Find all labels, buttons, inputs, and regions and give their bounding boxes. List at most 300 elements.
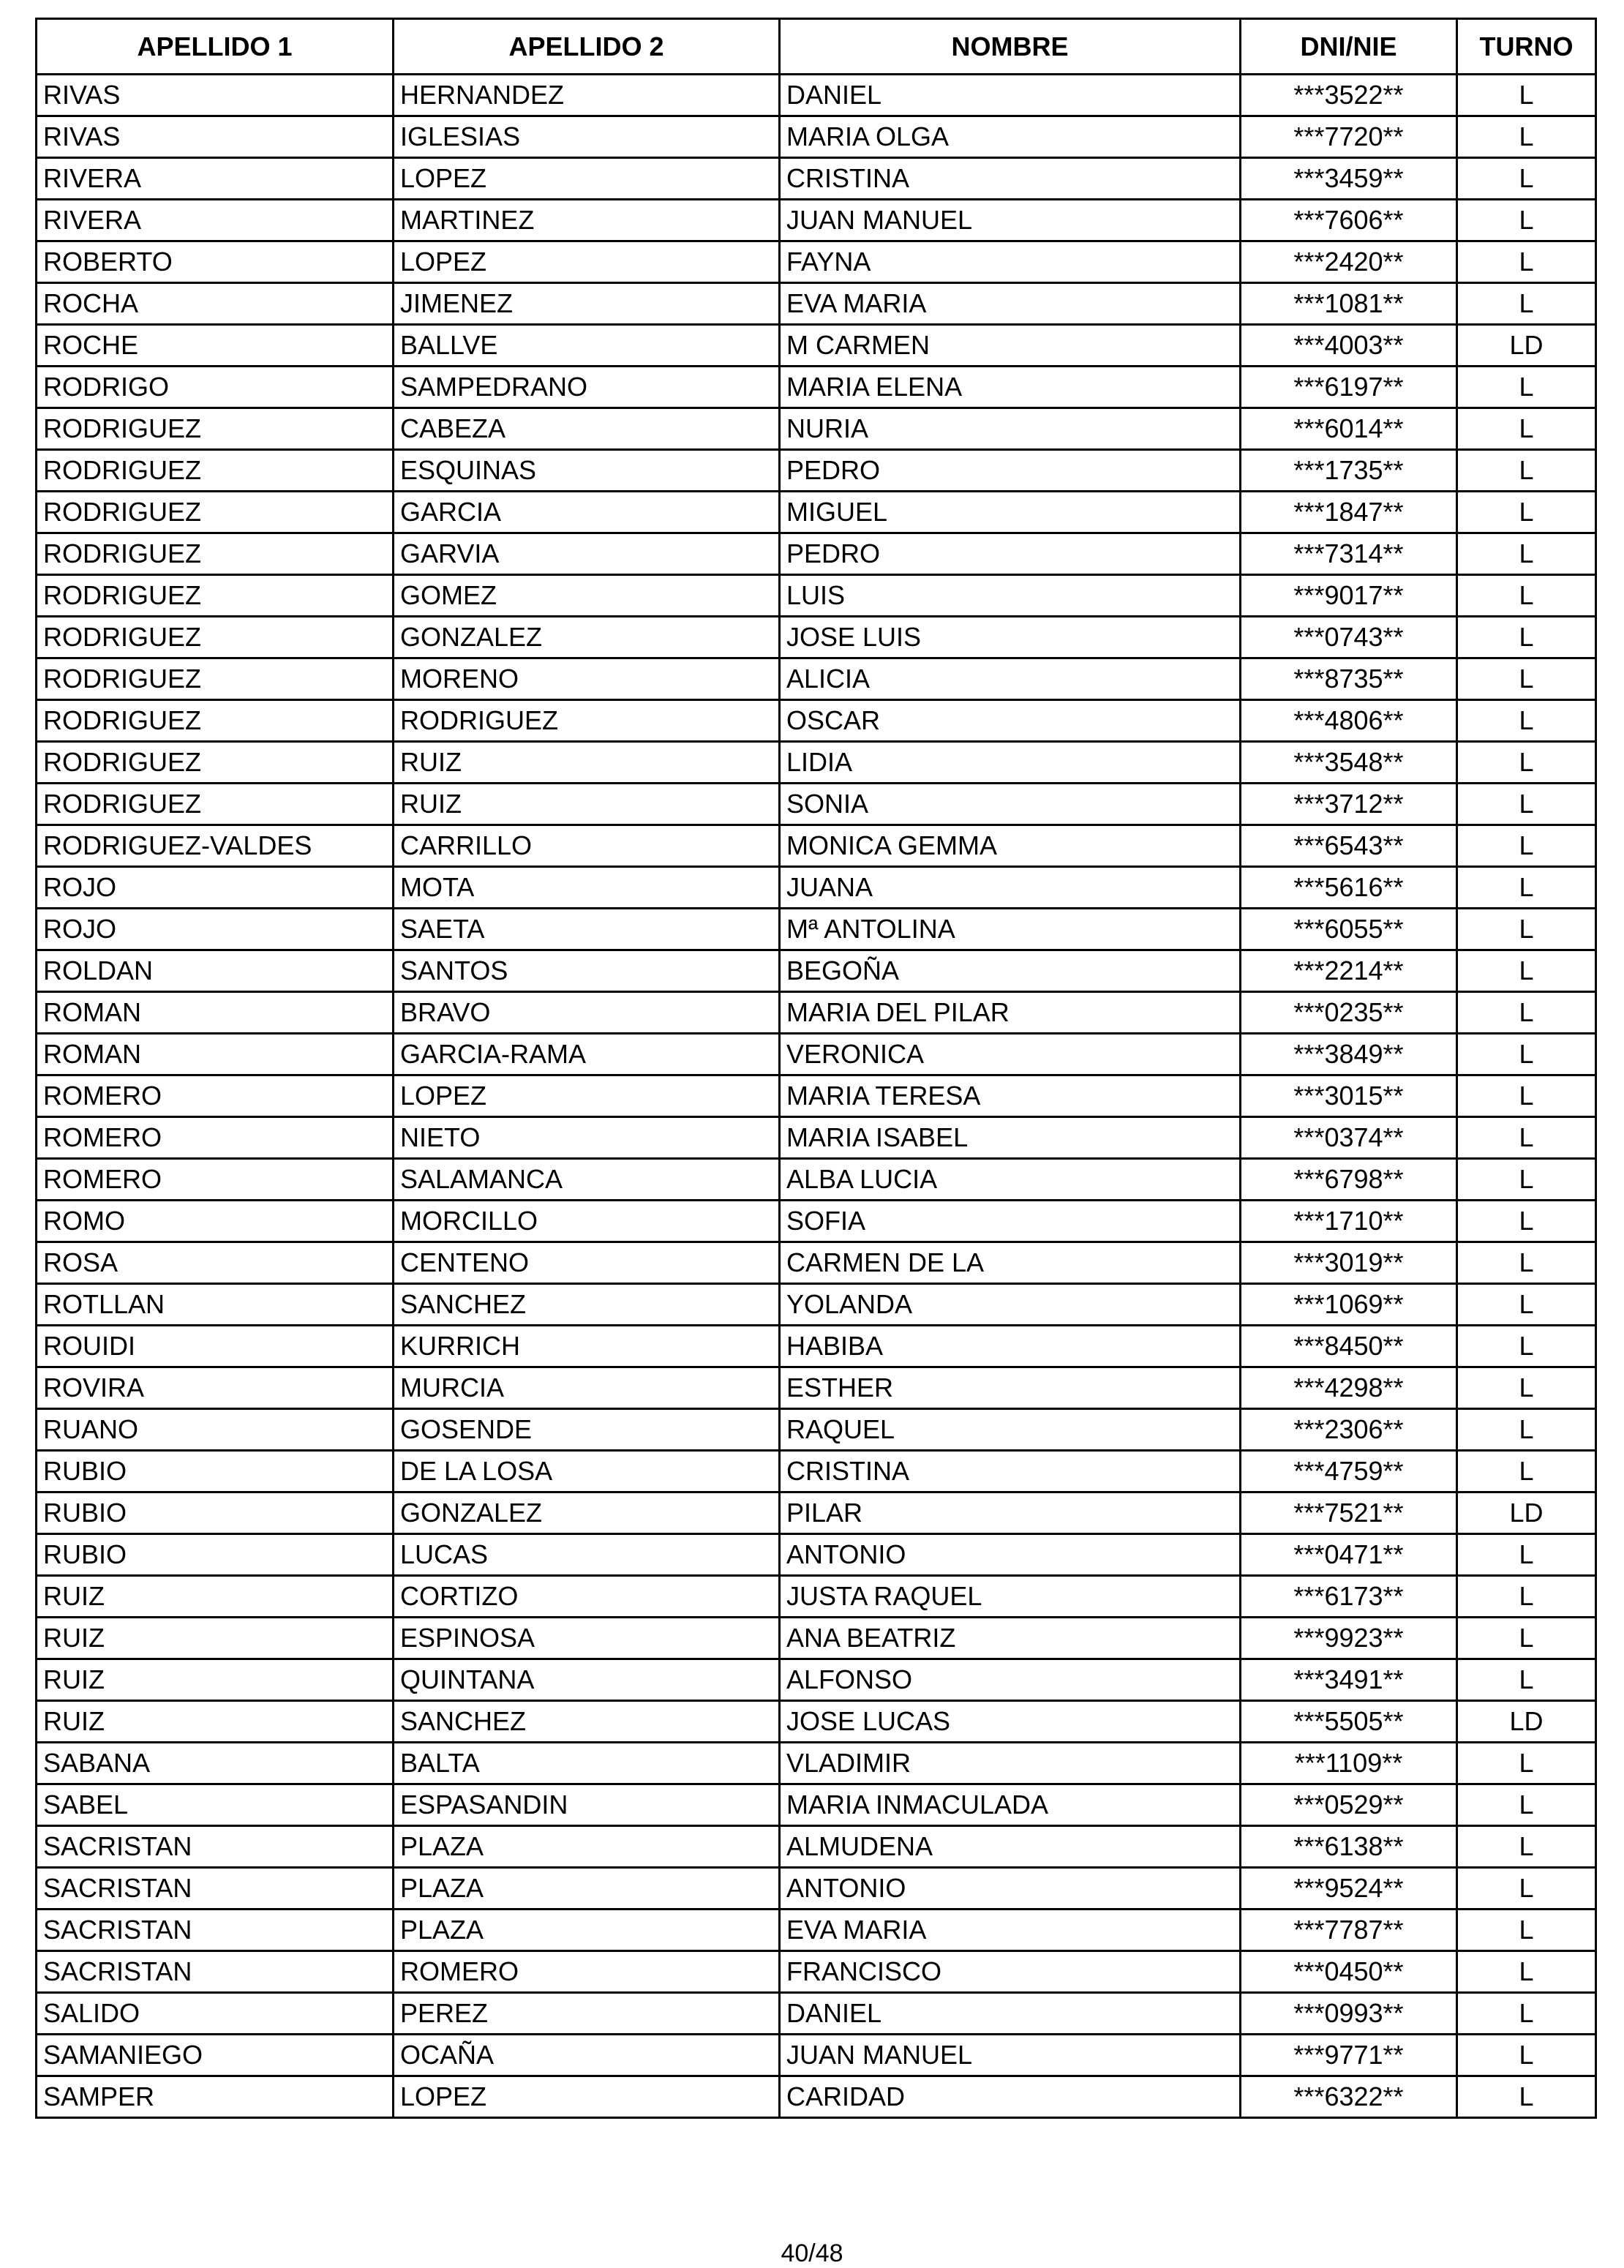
cell-turno: L — [1457, 617, 1596, 658]
cell-turno: L — [1457, 1910, 1596, 1951]
cell-apellido-2: GARVIA — [394, 533, 780, 575]
table-row — [37, 1075, 1596, 1117]
cell-dni-nie: ***3712** — [1241, 784, 1457, 825]
cell-dni-nie: ***3459** — [1241, 158, 1457, 200]
cell-turno: L — [1457, 658, 1596, 700]
table-row — [37, 1951, 1596, 1993]
cell-apellido-1: RODRIGUEZ — [37, 658, 394, 700]
cell-apellido-1: RODRIGUEZ — [37, 533, 394, 575]
cell-nombre: ANA BEATRIZ — [780, 1618, 1241, 1659]
cell-nombre: VLADIMIR — [780, 1743, 1241, 1784]
cell-apellido-1: SACRISTAN — [37, 1910, 394, 1951]
table-body — [37, 75, 1596, 2118]
cell-dni-nie: ***4759** — [1241, 1451, 1457, 1492]
table-row — [37, 116, 1596, 158]
table-row — [37, 1910, 1596, 1951]
cell-apellido-1: ROCHA — [37, 283, 394, 325]
cell-dni-nie: ***0993** — [1241, 1993, 1457, 2035]
cell-nombre: JUANA — [780, 867, 1241, 909]
table-row — [37, 1242, 1596, 1284]
cell-turno: L — [1457, 1367, 1596, 1409]
cell-turno: LD — [1457, 1701, 1596, 1743]
cell-turno: L — [1457, 1242, 1596, 1284]
cell-nombre: CARMEN DE LA — [780, 1242, 1241, 1284]
cell-dni-nie: ***9524** — [1241, 1868, 1457, 1910]
cell-nombre: PILAR — [780, 1492, 1241, 1534]
table-row — [37, 158, 1596, 200]
cell-turno: L — [1457, 1576, 1596, 1618]
cell-turno: L — [1457, 200, 1596, 241]
cell-dni-nie: ***1069** — [1241, 1284, 1457, 1326]
cell-nombre: JOSE LUIS — [780, 617, 1241, 658]
cell-turno: L — [1457, 1826, 1596, 1868]
cell-apellido-2: PLAZA — [394, 1868, 780, 1910]
cell-dni-nie: ***8735** — [1241, 658, 1457, 700]
cell-turno: L — [1457, 116, 1596, 158]
cell-nombre: VERONICA — [780, 1034, 1241, 1075]
cell-dni-nie: ***1847** — [1241, 492, 1457, 533]
cell-dni-nie: ***8450** — [1241, 1326, 1457, 1367]
cell-turno: L — [1457, 1784, 1596, 1826]
cell-dni-nie: ***5505** — [1241, 1701, 1457, 1743]
cell-turno: L — [1457, 1075, 1596, 1117]
cell-nombre: BEGOÑA — [780, 950, 1241, 992]
cell-apellido-2: PLAZA — [394, 1826, 780, 1868]
cell-apellido-2: PLAZA — [394, 1910, 780, 1951]
cell-turno: L — [1457, 1659, 1596, 1701]
cell-apellido-2: PEREZ — [394, 1993, 780, 2035]
cell-apellido-2: CORTIZO — [394, 1576, 780, 1618]
cell-dni-nie: ***3849** — [1241, 1034, 1457, 1075]
cell-apellido-2: GARCIA-RAMA — [394, 1034, 780, 1075]
cell-nombre: NURIA — [780, 408, 1241, 450]
cell-dni-nie: ***6014** — [1241, 408, 1457, 450]
cell-nombre: ALBA LUCIA — [780, 1159, 1241, 1201]
cell-turno: L — [1457, 742, 1596, 784]
cell-apellido-1: ROMO — [37, 1201, 394, 1242]
table-row — [37, 2076, 1596, 2118]
cell-nombre: FAYNA — [780, 241, 1241, 283]
cell-apellido-2: JIMENEZ — [394, 283, 780, 325]
cell-nombre: DANIEL — [780, 1993, 1241, 2035]
cell-apellido-2: ROMERO — [394, 1951, 780, 1993]
cell-dni-nie: ***2214** — [1241, 950, 1457, 992]
cell-dni-nie: ***4003** — [1241, 325, 1457, 367]
table-row — [37, 450, 1596, 492]
cell-apellido-1: ROUIDI — [37, 1326, 394, 1367]
cell-apellido-2: LOPEZ — [394, 2076, 780, 2118]
cell-apellido-1: SABEL — [37, 1784, 394, 1826]
cell-apellido-1: RODRIGUEZ — [37, 742, 394, 784]
cell-turno: L — [1457, 1117, 1596, 1159]
cell-dni-nie: ***1081** — [1241, 283, 1457, 325]
cell-dni-nie: ***1109** — [1241, 1743, 1457, 1784]
cell-nombre: LUIS — [780, 575, 1241, 617]
table-row — [37, 283, 1596, 325]
cell-apellido-2: NIETO — [394, 1117, 780, 1159]
table-row — [37, 742, 1596, 784]
table-row — [37, 1743, 1596, 1784]
cell-apellido-1: RUIZ — [37, 1618, 394, 1659]
cell-dni-nie: ***5616** — [1241, 867, 1457, 909]
cell-apellido-1: RODRIGO — [37, 367, 394, 408]
cell-dni-nie: ***6138** — [1241, 1826, 1457, 1868]
cell-apellido-2: SALAMANCA — [394, 1159, 780, 1201]
cell-dni-nie: ***3522** — [1241, 75, 1457, 116]
cell-nombre: ALFONSO — [780, 1659, 1241, 1701]
table-row — [37, 1659, 1596, 1701]
cell-turno: L — [1457, 575, 1596, 617]
cell-apellido-2: LOPEZ — [394, 241, 780, 283]
cell-apellido-1: RODRIGUEZ — [37, 617, 394, 658]
cell-apellido-1: RUIZ — [37, 1576, 394, 1618]
table-row — [37, 367, 1596, 408]
cell-turno: L — [1457, 1618, 1596, 1659]
cell-nombre: CRISTINA — [780, 1451, 1241, 1492]
cell-turno: L — [1457, 492, 1596, 533]
cell-turno: L — [1457, 75, 1596, 116]
cell-turno: L — [1457, 408, 1596, 450]
cell-turno: L — [1457, 1201, 1596, 1242]
roster-table — [35, 18, 1597, 2119]
cell-apellido-2: GOSENDE — [394, 1409, 780, 1451]
table-row — [37, 950, 1596, 992]
page-number: 40/48 — [781, 2239, 843, 2267]
cell-dni-nie: ***9923** — [1241, 1618, 1457, 1659]
cell-dni-nie: ***6322** — [1241, 2076, 1457, 2118]
cell-apellido-1: RUBIO — [37, 1534, 394, 1576]
cell-apellido-2: BRAVO — [394, 992, 780, 1034]
cell-nombre: Mª ANTOLINA — [780, 909, 1241, 950]
cell-dni-nie: ***6543** — [1241, 825, 1457, 867]
cell-turno: L — [1457, 1534, 1596, 1576]
table-row — [37, 1826, 1596, 1868]
cell-nombre: ANTONIO — [780, 1534, 1241, 1576]
cell-apellido-2: SANCHEZ — [394, 1701, 780, 1743]
cell-apellido-2: CARRILLO — [394, 825, 780, 867]
cell-turno: L — [1457, 825, 1596, 867]
cell-apellido-1: RIVAS — [37, 75, 394, 116]
cell-dni-nie: ***7787** — [1241, 1910, 1457, 1951]
cell-dni-nie: ***3015** — [1241, 1075, 1457, 1117]
cell-nombre: YOLANDA — [780, 1284, 1241, 1326]
cell-nombre: JOSE LUCAS — [780, 1701, 1241, 1743]
cell-apellido-1: SACRISTAN — [37, 1868, 394, 1910]
table-row — [37, 533, 1596, 575]
header-apellido-1: APELLIDO 1 — [37, 19, 394, 75]
cell-dni-nie: ***0374** — [1241, 1117, 1457, 1159]
table-row — [37, 1367, 1596, 1409]
cell-dni-nie: ***6798** — [1241, 1159, 1457, 1201]
cell-dni-nie: ***7606** — [1241, 200, 1457, 241]
cell-nombre: M CARMEN — [780, 325, 1241, 367]
cell-apellido-1: RODRIGUEZ — [37, 575, 394, 617]
cell-apellido-2: LOPEZ — [394, 158, 780, 200]
cell-apellido-2: IGLESIAS — [394, 116, 780, 158]
cell-apellido-1: RODRIGUEZ — [37, 492, 394, 533]
cell-turno: L — [1457, 867, 1596, 909]
table-row — [37, 1618, 1596, 1659]
cell-dni-nie: ***3548** — [1241, 742, 1457, 784]
cell-apellido-2: SAETA — [394, 909, 780, 950]
cell-apellido-2: SAMPEDRANO — [394, 367, 780, 408]
cell-apellido-2: MORENO — [394, 658, 780, 700]
cell-dni-nie: ***6197** — [1241, 367, 1457, 408]
table-header-row — [37, 19, 1596, 75]
table-row — [37, 75, 1596, 116]
cell-dni-nie: ***2420** — [1241, 241, 1457, 283]
cell-dni-nie: ***1710** — [1241, 1201, 1457, 1242]
header-nombre: NOMBRE — [780, 19, 1241, 75]
cell-turno: L — [1457, 367, 1596, 408]
table-row — [37, 1117, 1596, 1159]
cell-apellido-2: LOPEZ — [394, 1075, 780, 1117]
cell-apellido-1: ROJO — [37, 867, 394, 909]
table-row — [37, 1201, 1596, 1242]
cell-apellido-1: ROVIRA — [37, 1367, 394, 1409]
table-row — [37, 1451, 1596, 1492]
cell-nombre: JUAN MANUEL — [780, 2035, 1241, 2076]
cell-nombre: RAQUEL — [780, 1409, 1241, 1451]
cell-dni-nie: ***3491** — [1241, 1659, 1457, 1701]
cell-nombre: JUSTA RAQUEL — [780, 1576, 1241, 1618]
cell-dni-nie: ***2306** — [1241, 1409, 1457, 1451]
cell-apellido-2: LUCAS — [394, 1534, 780, 1576]
cell-nombre: EVA MARIA — [780, 283, 1241, 325]
cell-apellido-2: OCAÑA — [394, 2035, 780, 2076]
cell-apellido-2: CENTENO — [394, 1242, 780, 1284]
cell-turno: L — [1457, 992, 1596, 1034]
cell-turno: LD — [1457, 325, 1596, 367]
cell-dni-nie: ***6055** — [1241, 909, 1457, 950]
cell-apellido-2: RUIZ — [394, 784, 780, 825]
cell-nombre: MARIA INMACULADA — [780, 1784, 1241, 1826]
cell-turno: L — [1457, 1743, 1596, 1784]
table-row — [37, 700, 1596, 742]
cell-turno: L — [1457, 1868, 1596, 1910]
table-row — [37, 1784, 1596, 1826]
cell-apellido-2: SANCHEZ — [394, 1284, 780, 1326]
cell-turno: L — [1457, 158, 1596, 200]
cell-nombre: FRANCISCO — [780, 1951, 1241, 1993]
cell-apellido-1: ROMERO — [37, 1117, 394, 1159]
table-row — [37, 992, 1596, 1034]
cell-apellido-2: RODRIGUEZ — [394, 700, 780, 742]
table-row — [37, 909, 1596, 950]
table-row — [37, 241, 1596, 283]
cell-nombre: ESTHER — [780, 1367, 1241, 1409]
cell-apellido-2: RUIZ — [394, 742, 780, 784]
cell-nombre: OSCAR — [780, 700, 1241, 742]
cell-nombre: ANTONIO — [780, 1868, 1241, 1910]
cell-apellido-1: RUBIO — [37, 1451, 394, 1492]
cell-apellido-1: ROTLLAN — [37, 1284, 394, 1326]
cell-apellido-2: ESPASANDIN — [394, 1784, 780, 1826]
table-row — [37, 1284, 1596, 1326]
cell-apellido-1: RIVERA — [37, 200, 394, 241]
cell-turno: L — [1457, 1451, 1596, 1492]
cell-apellido-2: MURCIA — [394, 1367, 780, 1409]
cell-apellido-1: ROMERO — [37, 1159, 394, 1201]
table-row — [37, 2035, 1596, 2076]
cell-dni-nie: ***0235** — [1241, 992, 1457, 1034]
cell-dni-nie: ***9017** — [1241, 575, 1457, 617]
cell-dni-nie: ***7314** — [1241, 533, 1457, 575]
cell-dni-nie: ***0471** — [1241, 1534, 1457, 1576]
cell-turno: L — [1457, 533, 1596, 575]
cell-apellido-1: ROCHE — [37, 325, 394, 367]
table-row — [37, 575, 1596, 617]
cell-nombre: MARIA TERESA — [780, 1075, 1241, 1117]
cell-nombre: JUAN MANUEL — [780, 200, 1241, 241]
cell-apellido-1: RUIZ — [37, 1659, 394, 1701]
cell-turno: L — [1457, 1993, 1596, 2035]
cell-apellido-1: SALIDO — [37, 1993, 394, 2035]
cell-apellido-2: ESQUINAS — [394, 450, 780, 492]
cell-nombre: MONICA GEMMA — [780, 825, 1241, 867]
cell-dni-nie: ***4298** — [1241, 1367, 1457, 1409]
cell-apellido-2: MOTA — [394, 867, 780, 909]
table-row — [37, 1034, 1596, 1075]
cell-apellido-2: ESPINOSA — [394, 1618, 780, 1659]
cell-nombre: EVA MARIA — [780, 1910, 1241, 1951]
cell-apellido-1: ROBERTO — [37, 241, 394, 283]
cell-apellido-1: RIVAS — [37, 116, 394, 158]
cell-turno: LD — [1457, 1492, 1596, 1534]
table-row — [37, 1409, 1596, 1451]
table-row — [37, 617, 1596, 658]
cell-nombre: PEDRO — [780, 533, 1241, 575]
cell-apellido-2: QUINTANA — [394, 1659, 780, 1701]
table-row — [37, 408, 1596, 450]
cell-turno: L — [1457, 1326, 1596, 1367]
cell-nombre: MARIA ELENA — [780, 367, 1241, 408]
cell-turno: L — [1457, 241, 1596, 283]
cell-turno: L — [1457, 784, 1596, 825]
cell-apellido-2: SANTOS — [394, 950, 780, 992]
cell-turno: L — [1457, 1159, 1596, 1201]
cell-apellido-2: CABEZA — [394, 408, 780, 450]
cell-apellido-1: RUBIO — [37, 1492, 394, 1534]
cell-apellido-2: GOMEZ — [394, 575, 780, 617]
cell-apellido-1: ROLDAN — [37, 950, 394, 992]
table-row — [37, 1534, 1596, 1576]
cell-apellido-1: RODRIGUEZ — [37, 700, 394, 742]
cell-turno: L — [1457, 2076, 1596, 2118]
cell-turno: L — [1457, 283, 1596, 325]
cell-apellido-2: BALLVE — [394, 325, 780, 367]
cell-apellido-1: RIVERA — [37, 158, 394, 200]
cell-dni-nie: ***6173** — [1241, 1576, 1457, 1618]
cell-apellido-1: RODRIGUEZ-VALDES — [37, 825, 394, 867]
cell-nombre: LIDIA — [780, 742, 1241, 784]
cell-turno: L — [1457, 1951, 1596, 1993]
cell-apellido-2: BALTA — [394, 1743, 780, 1784]
header-apellido-2: APELLIDO 2 — [394, 19, 780, 75]
cell-nombre: ALICIA — [780, 658, 1241, 700]
table-row — [37, 1326, 1596, 1367]
cell-turno: L — [1457, 1409, 1596, 1451]
cell-dni-nie: ***1735** — [1241, 450, 1457, 492]
table-row — [37, 1868, 1596, 1910]
cell-dni-nie: ***3019** — [1241, 1242, 1457, 1284]
table-row — [37, 1993, 1596, 2035]
cell-nombre: HABIBA — [780, 1326, 1241, 1367]
cell-nombre: SOFIA — [780, 1201, 1241, 1242]
cell-dni-nie: ***0529** — [1241, 1784, 1457, 1826]
cell-dni-nie: ***0450** — [1241, 1951, 1457, 1993]
cell-dni-nie: ***4806** — [1241, 700, 1457, 742]
cell-turno: L — [1457, 450, 1596, 492]
cell-apellido-2: DE LA LOSA — [394, 1451, 780, 1492]
cell-apellido-1: SAMPER — [37, 2076, 394, 2118]
cell-nombre: MARIA OLGA — [780, 116, 1241, 158]
table-row — [37, 825, 1596, 867]
cell-nombre: DANIEL — [780, 75, 1241, 116]
cell-dni-nie: ***9771** — [1241, 2035, 1457, 2076]
cell-apellido-2: GARCIA — [394, 492, 780, 533]
table-row — [37, 1492, 1596, 1534]
table-row — [37, 200, 1596, 241]
cell-apellido-1: ROJO — [37, 909, 394, 950]
cell-apellido-1: ROMAN — [37, 1034, 394, 1075]
cell-apellido-1: SACRISTAN — [37, 1951, 394, 1993]
cell-turno: L — [1457, 1284, 1596, 1326]
table-row — [37, 1576, 1596, 1618]
table-row — [37, 867, 1596, 909]
cell-nombre: MIGUEL — [780, 492, 1241, 533]
cell-turno: L — [1457, 700, 1596, 742]
table-row — [37, 492, 1596, 533]
cell-dni-nie: ***0743** — [1241, 617, 1457, 658]
cell-dni-nie: ***7521** — [1241, 1492, 1457, 1534]
cell-nombre: MARIA ISABEL — [780, 1117, 1241, 1159]
cell-apellido-2: GONZALEZ — [394, 1492, 780, 1534]
cell-apellido-1: RUIZ — [37, 1701, 394, 1743]
cell-apellido-2: GONZALEZ — [394, 617, 780, 658]
cell-nombre: CARIDAD — [780, 2076, 1241, 2118]
table-row — [37, 1701, 1596, 1743]
header-dni-nie: DNI/NIE — [1241, 19, 1457, 75]
cell-apellido-1: RODRIGUEZ — [37, 450, 394, 492]
cell-nombre: MARIA DEL PILAR — [780, 992, 1241, 1034]
cell-apellido-1: RODRIGUEZ — [37, 784, 394, 825]
cell-apellido-2: HERNANDEZ — [394, 75, 780, 116]
cell-turno: L — [1457, 909, 1596, 950]
cell-apellido-1: ROMERO — [37, 1075, 394, 1117]
cell-apellido-1: RODRIGUEZ — [37, 408, 394, 450]
table-row — [37, 1159, 1596, 1201]
cell-nombre: CRISTINA — [780, 158, 1241, 200]
cell-apellido-2: MARTINEZ — [394, 200, 780, 241]
cell-dni-nie: ***7720** — [1241, 116, 1457, 158]
cell-nombre: PEDRO — [780, 450, 1241, 492]
cell-apellido-1: ROSA — [37, 1242, 394, 1284]
table-row — [37, 325, 1596, 367]
cell-apellido-1: ROMAN — [37, 992, 394, 1034]
header-turno: TURNO — [1457, 19, 1596, 75]
cell-apellido-2: MORCILLO — [394, 1201, 780, 1242]
cell-turno: L — [1457, 1034, 1596, 1075]
cell-nombre: SONIA — [780, 784, 1241, 825]
cell-apellido-1: SAMANIEGO — [37, 2035, 394, 2076]
table-row — [37, 658, 1596, 700]
cell-apellido-2: KURRICH — [394, 1326, 780, 1367]
cell-turno: L — [1457, 950, 1596, 992]
cell-turno: L — [1457, 2035, 1596, 2076]
cell-apellido-1: SACRISTAN — [37, 1826, 394, 1868]
cell-nombre: ALMUDENA — [780, 1826, 1241, 1868]
